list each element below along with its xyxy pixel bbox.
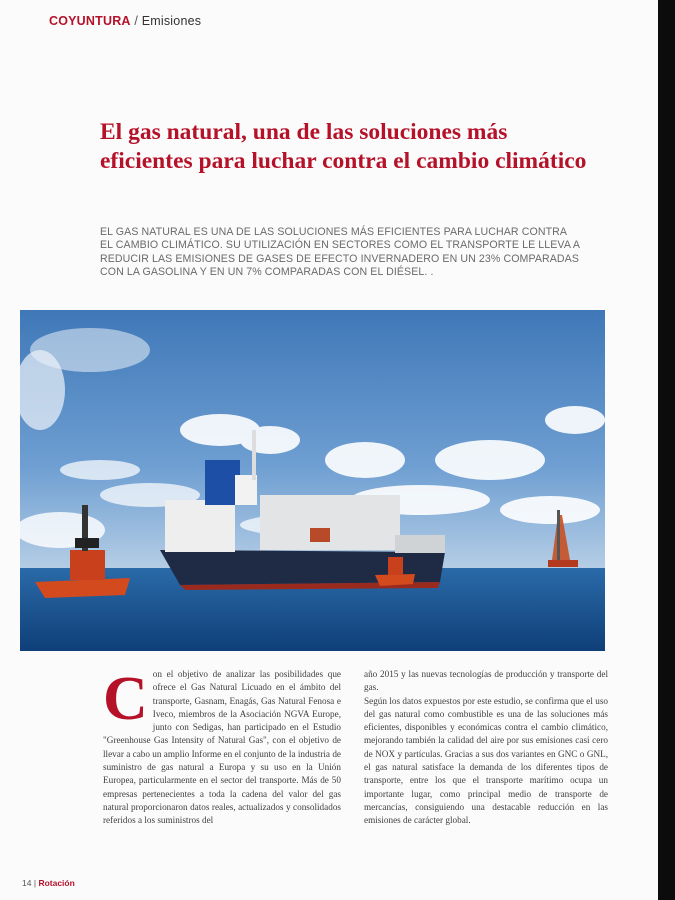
article-column-1 [103, 665, 341, 828]
article-photo [20, 310, 605, 651]
drop-cap: C [103, 665, 148, 733]
article-title: El gas natural, una de las soluciones más eficientes para luchar contra el cambio climático [100, 119, 587, 174]
column-1-text: on el objetivo de analizar las posibilidades que ofrece el Gas Natural Licuado en el ámbito del transporte, Gasnam, Enagás, Gas Natural Fenosa e Iveco, miembros de la Asociación NGVA Europe, junto con Sedigas, han participado en el Estudio "Greenhouse Gas Intensity of Natural Gas", con el objetivo de llevar a cabo un amplio Informe en el conjunto de la industria de suministro de gas natural a Europa y su uso en la Unión Europea, particularmente en el sector del transporte. Más de 50 empresas pertenecientes a toda la cadena del valor del gas natural proporcionaron datos reales, actualizados y consolidados referidos a los suministros del [103, 669, 341, 826]
page-number: 14 [22, 878, 32, 888]
section-separator: / [134, 14, 139, 28]
footer-separator: | [33, 878, 37, 888]
publication-name: Rotación [38, 878, 75, 888]
right-edge-bar [658, 0, 675, 900]
column-2-paragraph-2: Según los datos expuestos por este estudio, se confirma que el uso del gas natural como combustible es una de las soluciones más eficientes, disponibles y económicas contra el cambio climático, mejorando también la calidad del aire por sus emisiones casi cero de NOX y partículas. Gracias a sus dos variantes en GNC o GNL, el gas natural satisface la demanda de los diferentes tipos de transporte, entre los que el transporte marítimo ocupa un importante lugar, como principal medio de transporte de mercancías, consiguiendo una destacable reducción en las emisiones de carácter global. [364, 695, 608, 826]
page-footer [22, 878, 75, 888]
article-lead: EL GAS NATURAL ES UNA DE LAS SOLUCIONES MÁS EFICIENTES PARA LUCHAR CONTRA EL CAMBIO CLIMÁTICO. SU UTILIZACIÓN EN SECTORES COMO EL TRANSPORTE LE LLEVA A REDUCIR LAS EMISIONES DE GASES DE EFECTO INVERNADERO EN UN 23% COMPARADAS CON LA GASOLINA Y EN UN 7% COMPARADAS CON EL DIÉSEL. . [100, 226, 580, 278]
column-2-paragraph-1: año 2015 y las nuevas tecnologías de producción y transporte del gas. [364, 669, 608, 693]
section-category: COYUNTURA [49, 14, 131, 28]
article-column-2 [364, 668, 608, 828]
section-subcategory: Emisiones [141, 14, 202, 28]
section-header [49, 14, 201, 28]
